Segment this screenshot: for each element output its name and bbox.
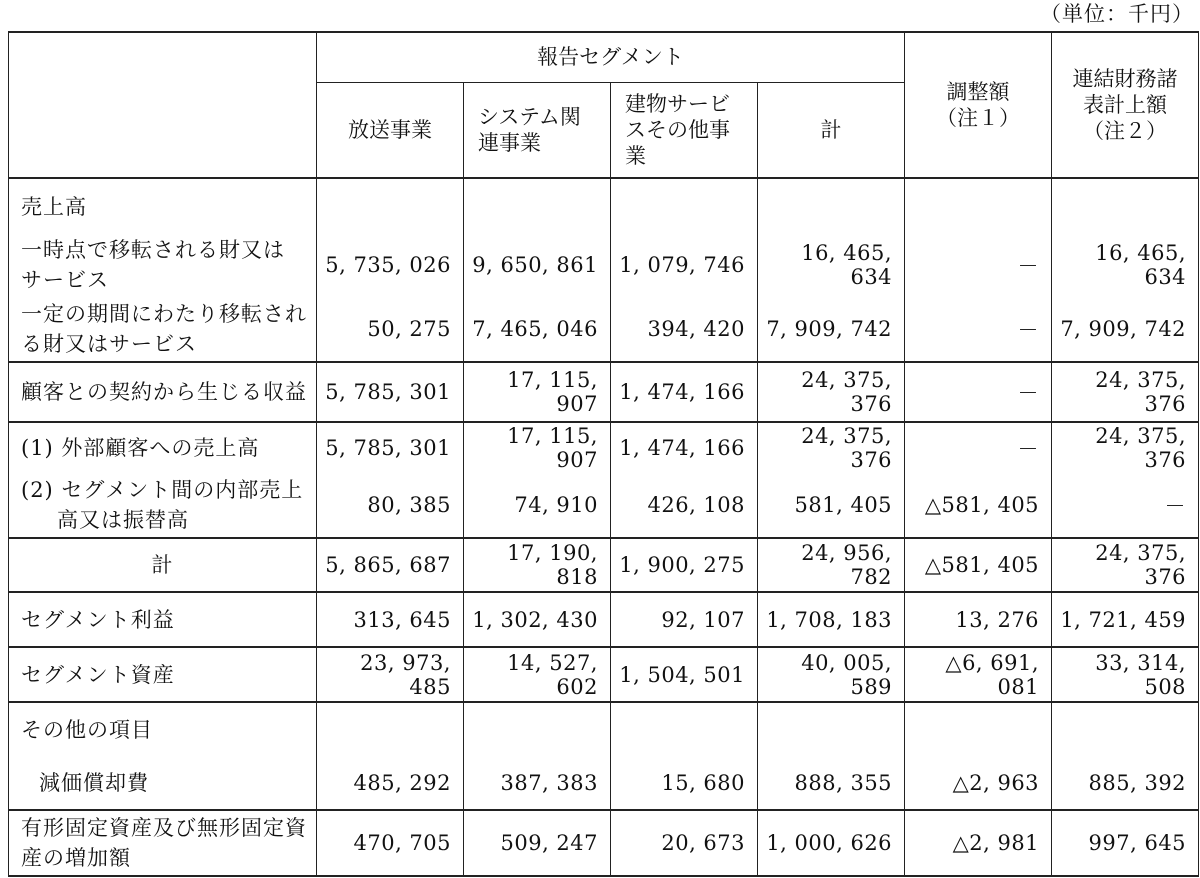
cell-over-time-subtotal: 7, 909, 742 [758, 296, 905, 362]
cell-capex-system: 509, 247 [464, 810, 611, 876]
label-segment-assets: セグメント資産 [9, 647, 317, 702]
cell-segment-profit-subtotal: 1, 708, 183 [758, 592, 905, 647]
header-building-line-2: スその他事 [625, 117, 730, 142]
label-intersegment-line-2: 高又は振替高 [57, 507, 189, 532]
label-depreciation: 減価償却費 [9, 756, 317, 810]
cell-intersegment-broadcasting: 80, 385 [317, 472, 464, 538]
header-building-line-1: 建物サービ [625, 91, 730, 116]
cell-contract-revenue-consolidated: 24, 375, 376 [1052, 362, 1199, 422]
label-intersegment-line-1: (2) セグメント間の内部売上 [21, 477, 304, 502]
header-building-line-3: 業 [625, 143, 646, 168]
cell-depreciation-broadcasting: 485, 292 [317, 756, 464, 810]
cell-over-time-broadcasting: 50, 275 [317, 296, 464, 362]
row-contract-revenue [9, 362, 1199, 422]
cell-contract-revenue-system: 17, 115, 907 [464, 362, 611, 422]
cell-over-time-consolidated: 7, 909, 742 [1052, 296, 1199, 362]
label-point-in-time [9, 234, 317, 296]
header-adjustment-line-2: （注１） [936, 106, 1021, 130]
row-depreciation [9, 756, 1199, 810]
cell-capex-broadcasting: 470, 705 [317, 810, 464, 876]
cell-external-sales-building: 1, 474, 166 [611, 422, 758, 472]
cell-point-in-time-subtotal: 16, 465, 634 [758, 234, 905, 296]
header-adjustment [905, 32, 1052, 178]
cell-point-in-time-system: 9, 650, 861 [464, 234, 611, 296]
cell-external-sales-broadcasting: 5, 785, 301 [317, 422, 464, 472]
cell-intersegment-system: 74, 910 [464, 472, 611, 538]
cell-segment-assets-consolidated: 33, 314, 508 [1052, 647, 1199, 702]
label-external-sales: (1) 外部顧客への売上高 [9, 422, 317, 472]
cell-total-adjustment: △581, 405 [905, 538, 1052, 592]
cell-intersegment-building: 426, 108 [611, 472, 758, 538]
header-system-line-1: システム関 [478, 104, 581, 129]
label-capex-line-1: 有形固定資産及び無形固定資 [21, 816, 307, 840]
label-capex-line-2: 産の増加額 [21, 846, 131, 870]
row-segment-assets [9, 647, 1199, 702]
row-total [9, 538, 1199, 592]
cell-capex-consolidated: 997, 645 [1052, 810, 1199, 876]
cell-contract-revenue-subtotal: 24, 375, 376 [758, 362, 905, 422]
cell-depreciation-building: 15, 680 [611, 756, 758, 810]
label-other-items: その他の項目 [9, 702, 317, 756]
segment-information-table [8, 31, 1199, 877]
cell-total-subtotal: 24, 956, 782 [758, 538, 905, 592]
cell-intersegment-consolidated: － [1052, 472, 1199, 538]
cell-contract-revenue-adjustment: － [905, 362, 1052, 422]
cell-segment-profit-broadcasting: 313, 645 [317, 592, 464, 647]
header-adjustment-line-1: 調整額 [946, 80, 1010, 104]
cell-intersegment-adjustment: △581, 405 [905, 472, 1052, 538]
cell-over-time-building: 394, 420 [611, 296, 758, 362]
cell-depreciation-subtotal: 888, 355 [758, 756, 905, 810]
cell-segment-assets-building: 1, 504, 501 [611, 647, 758, 702]
cell-over-time-adjustment: － [905, 296, 1052, 362]
cell-point-in-time-consolidated: 16, 465, 634 [1052, 234, 1199, 296]
cell-contract-revenue-building: 1, 474, 166 [611, 362, 758, 422]
header-row-1 [9, 32, 1199, 82]
cell-segment-profit-adjustment: 13, 276 [905, 592, 1052, 647]
header-consolidated-line-2: 表計上額 [1083, 93, 1168, 117]
row-point-in-time [9, 234, 1199, 296]
cell-total-building: 1, 900, 275 [611, 538, 758, 592]
row-other-items-heading [9, 702, 1199, 756]
header-building [611, 82, 758, 178]
cell-segment-assets-broadcasting: 23, 973, 485 [317, 647, 464, 702]
cell-segment-profit-building: 92, 107 [611, 592, 758, 647]
label-intersegment [9, 472, 317, 538]
label-point-in-time-line-2: サービス [21, 268, 109, 292]
cell-point-in-time-building: 1, 079, 746 [611, 234, 758, 296]
cell-segment-profit-system: 1, 302, 430 [464, 592, 611, 647]
row-external-sales [9, 422, 1199, 472]
label-over-time-line-1: 一定の期間にわたり移転され [21, 301, 307, 326]
cell-external-sales-subtotal: 24, 375, 376 [758, 422, 905, 472]
label-sales: 売上高 [9, 178, 317, 234]
header-blank-cell [9, 32, 317, 178]
header-consolidated [1052, 32, 1199, 178]
row-intersegment [9, 472, 1199, 538]
cell-segment-assets-adjustment: △6, 691, 081 [905, 647, 1052, 702]
cell-external-sales-system: 17, 115, 907 [464, 422, 611, 472]
cell-segment-assets-system: 14, 527, 602 [464, 647, 611, 702]
cell-capex-subtotal: 1, 000, 626 [758, 810, 905, 876]
label-total: 計 [9, 538, 317, 592]
cell-depreciation-consolidated: 885, 392 [1052, 756, 1199, 810]
cell-intersegment-subtotal: 581, 405 [758, 472, 905, 538]
label-over-time-line-2: る財又はサービス [21, 331, 197, 356]
header-consolidated-line-1: 連結財務諸 [1072, 67, 1178, 91]
cell-point-in-time-broadcasting: 5, 735, 026 [317, 234, 464, 296]
row-capex [9, 810, 1199, 876]
cell-capex-adjustment: △2, 981 [905, 810, 1052, 876]
row-segment-profit [9, 592, 1199, 647]
cell-contract-revenue-broadcasting: 5, 785, 301 [317, 362, 464, 422]
cell-external-sales-adjustment: － [905, 422, 1052, 472]
header-broadcasting: 放送事業 [317, 82, 464, 178]
label-capex [9, 810, 317, 876]
label-point-in-time-line-1: 一時点で移転される財又は [21, 238, 285, 262]
cell-segment-profit-consolidated: 1, 721, 459 [1052, 592, 1199, 647]
cell-external-sales-consolidated: 24, 375, 376 [1052, 422, 1199, 472]
cell-segment-assets-subtotal: 40, 005, 589 [758, 647, 905, 702]
header-consolidated-line-3: （注２） [1083, 119, 1168, 143]
row-over-time [9, 296, 1199, 362]
header-subtotal: 計 [758, 82, 905, 178]
cell-total-broadcasting: 5, 865, 687 [317, 538, 464, 592]
cell-depreciation-adjustment: △2, 963 [905, 756, 1052, 810]
label-over-time [9, 296, 317, 362]
cell-over-time-system: 7, 465, 046 [464, 296, 611, 362]
header-system-line-2: 連事業 [478, 130, 541, 155]
cell-total-consolidated: 24, 375, 376 [1052, 538, 1199, 592]
label-segment-profit: セグメント利益 [9, 592, 317, 647]
cell-point-in-time-adjustment: － [905, 234, 1052, 296]
cell-total-system: 17, 190, 818 [464, 538, 611, 592]
label-contract-revenue: 顧客との契約から生じる収益 [9, 362, 317, 422]
row-sales-heading [9, 178, 1199, 234]
header-system [464, 82, 611, 178]
cell-capex-building: 20, 673 [611, 810, 758, 876]
header-reportable-segments: 報告セグメント [317, 32, 905, 82]
unit-label: （単位：千円） [1040, 2, 1194, 26]
cell-depreciation-system: 387, 383 [464, 756, 611, 810]
